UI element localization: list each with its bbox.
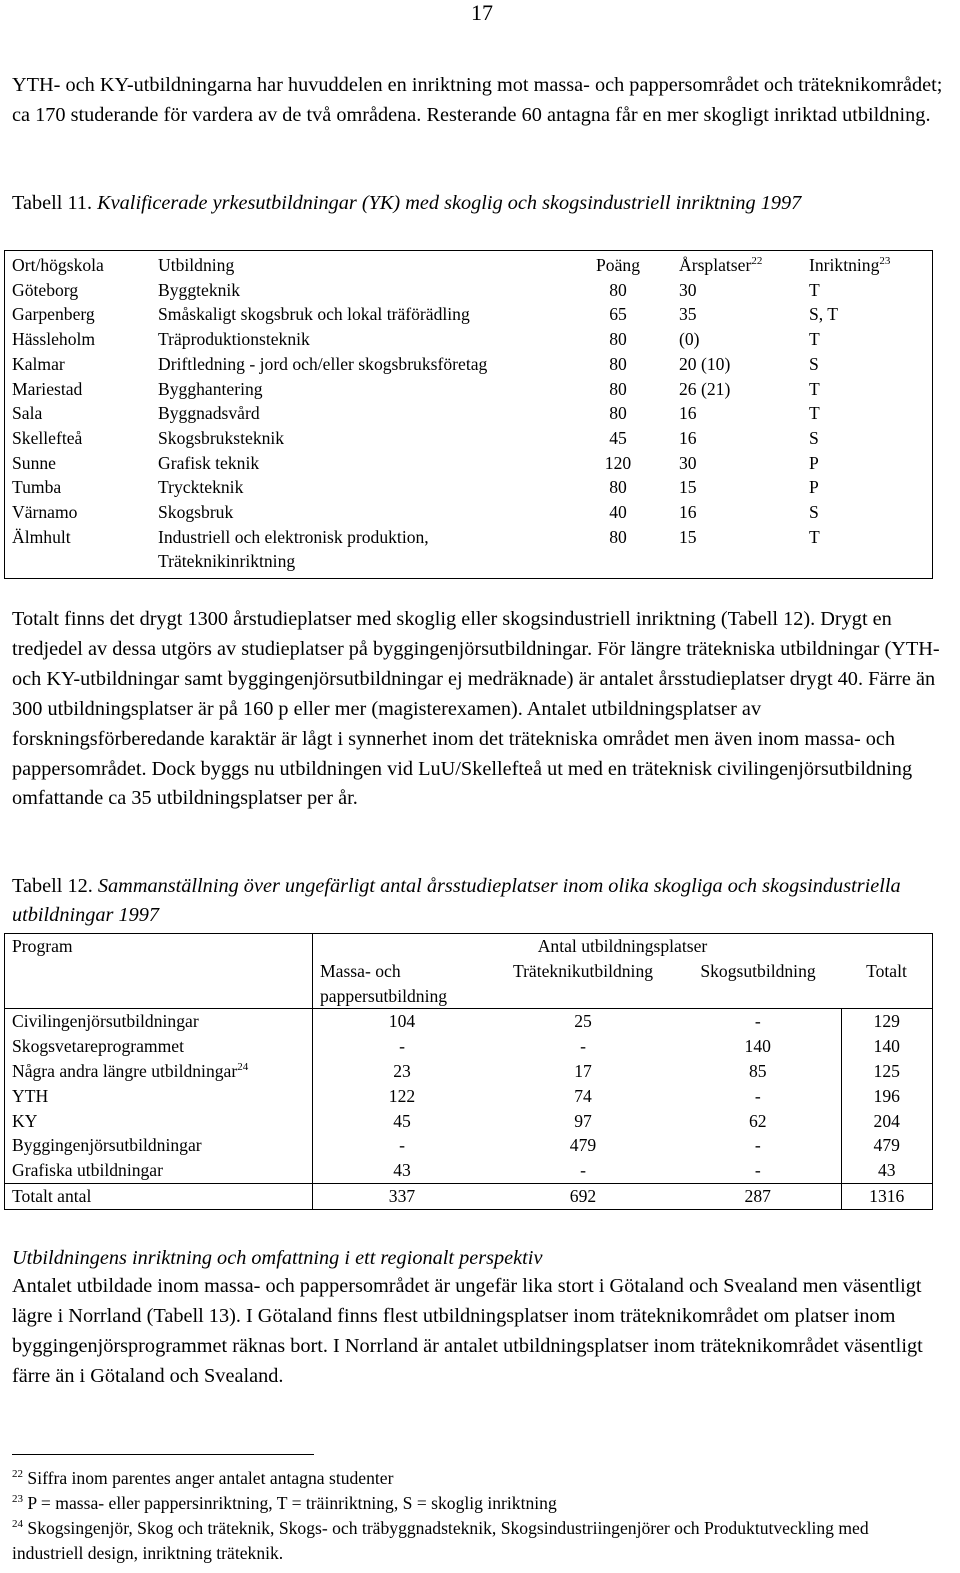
table12-row <box>5 1158 933 1183</box>
cell-ort: Sunne <box>12 452 56 473</box>
header-col-massa-line2: pappersutbildning <box>320 985 448 1006</box>
cell-value: 74 <box>574 1085 592 1106</box>
cell-value: - <box>754 1160 761 1181</box>
table12-caption <box>12 872 952 930</box>
footnote-24-text: Skogsingenjör, Skog och träteknik, Skogs- och träbyggnadsteknik, Skogsindustriingenjörer och Produktutveckling med industriell design, inriktning träteknik. <box>12 1518 869 1563</box>
cell-arsplatser: 16 <box>679 427 697 448</box>
table12 <box>4 933 933 1210</box>
header-col-skog: Skogsutbildning <box>700 960 816 981</box>
table11-label: Tabell 11. <box>12 192 93 214</box>
cell-value: 23 <box>313 1059 492 1084</box>
cell-utbildning-text: Grafisk teknik <box>158 452 260 473</box>
cell-program-text: KY <box>12 1110 38 1131</box>
cell-poang: 80 <box>609 329 627 350</box>
cell-program-text: Totalt antal <box>12 1185 92 1206</box>
cell-arsplatser: 26 (21) <box>679 378 731 399</box>
cell-utbildning <box>151 451 588 476</box>
cell-value: 129 <box>841 1009 933 1034</box>
cell-arsplatser: 16 <box>679 403 697 424</box>
cell-total-label <box>5 1183 313 1209</box>
footnote-23-number: 23 <box>12 1493 23 1505</box>
cell-value: 204 <box>841 1109 933 1134</box>
cell-value: 97 <box>574 1110 592 1131</box>
footnote-23 <box>12 1491 952 1516</box>
cell-utbildning-text: Byggnadsvård <box>158 403 260 424</box>
cell-utbildning <box>151 377 588 402</box>
cell-value: 479 <box>569 1135 597 1156</box>
cell-poang: 65 <box>609 304 627 325</box>
cell-total-value: 692 <box>491 1183 675 1209</box>
cell-value: 479 <box>841 1133 933 1158</box>
header-col-massa-line1: Massa- och <box>320 960 401 981</box>
cell-inriktning: S <box>809 502 819 523</box>
cell-inriktning: T <box>809 403 820 424</box>
cell-utbildning-text: Träproduktionsteknik <box>158 329 310 350</box>
cell-utbildning-text: Industriell och elektronisk produktion, <box>158 526 429 547</box>
cell-program <box>5 1158 313 1183</box>
cell-ort: Kalmar <box>12 353 65 374</box>
cell-program <box>5 1109 313 1134</box>
footnote-23-text: P = massa- eller pappersinriktning, T = träinriktning, S = skoglig inriktning <box>27 1493 557 1513</box>
cell-program <box>5 1084 313 1109</box>
table12-row <box>5 1109 933 1134</box>
footnote-separator <box>12 1454 314 1455</box>
cell-ort: Göteborg <box>12 279 79 300</box>
cell-value: 62 <box>748 1110 767 1131</box>
table12-row <box>5 1084 933 1109</box>
cell-program <box>5 1009 313 1034</box>
cell-arsplatser: 30 <box>679 452 697 473</box>
table11-title: Kvalificerade yrkesutbildningar (YK) med skoglig och skogsindustriell inriktning 1997 <box>97 192 802 214</box>
cell-value: 43 <box>313 1158 492 1183</box>
header-col-tra: Träteknikutbildning <box>512 960 654 981</box>
cell-utbildning-text: Bygghantering <box>158 378 263 399</box>
cell-utbildning-text: Driftledning - jord och/eller skogsbruksföretag <box>158 353 488 374</box>
cell-value: 140 <box>744 1036 771 1057</box>
cell-utbildning <box>151 475 588 500</box>
cell-value: 104 <box>313 1009 492 1034</box>
page-number: 17 <box>471 0 493 25</box>
cell-ort: Skellefteå <box>12 427 83 448</box>
cell-utbildning-text: Skogsbruksteknik <box>158 427 285 448</box>
cell-value: 17 <box>574 1060 592 1081</box>
table11-caption <box>12 189 952 218</box>
header-inriktning-label: Inriktning <box>809 255 880 275</box>
section-heading: Utbildningens inriktning och omfattning i ett regionalt perspektiv <box>12 1247 543 1269</box>
cell-utbildning-text: Byggteknik <box>158 279 241 300</box>
cell-program-text: Byggingenjörsutbildningar <box>12 1135 202 1156</box>
table12-label: Tabell 12. <box>12 875 93 897</box>
table11-row <box>5 327 933 352</box>
cell-value: 125 <box>841 1059 933 1084</box>
cell-ort: Hässleholm <box>12 329 96 350</box>
cell-inriktning: S <box>809 353 819 374</box>
cell-poang: 80 <box>609 477 627 498</box>
cell-utbildning <box>151 302 588 327</box>
cell-poang: 80 <box>609 279 627 300</box>
table12-row <box>5 1009 933 1034</box>
cell-arsplatser: 15 <box>679 477 697 498</box>
cell-ort: Tumba <box>12 477 62 498</box>
cell-total-value: 1316 <box>841 1183 933 1209</box>
footnote-ref-24: 24 <box>237 1060 249 1073</box>
cell-utbildning <box>151 525 588 579</box>
table11-row <box>5 401 933 426</box>
table11-row <box>5 426 933 451</box>
cell-ort: Mariestad <box>12 378 83 399</box>
table12-row <box>5 1059 933 1084</box>
cell-program <box>5 1034 313 1059</box>
header-col-massa <box>313 959 492 1009</box>
table12-title: Sammanställning över ungefärligt antal årsstudieplatser inom olika skogliga och skogsindustriella utbildningar 1997 <box>12 875 901 926</box>
footnote-22-text: Siffra inom parentes anger antalet antagna studenter <box>27 1468 394 1488</box>
cell-value: 45 <box>313 1109 492 1134</box>
cell-value: - <box>313 1133 492 1158</box>
cell-arsplatser: (0) <box>679 329 700 350</box>
cell-total-value: 287 <box>675 1183 841 1209</box>
cell-arsplatser: 16 <box>679 502 697 523</box>
cell-value: - <box>675 1009 841 1034</box>
cell-arsplatser: 20 (10) <box>679 353 731 374</box>
cell-ort: Älmhult <box>12 526 71 547</box>
cell-inriktning: P <box>809 477 819 498</box>
table12-header-row-1 <box>5 934 933 959</box>
cell-value: 85 <box>748 1060 767 1081</box>
cell-inriktning: T <box>809 526 820 547</box>
cell-inriktning: T <box>809 329 820 350</box>
cell-program-text: Skogsvetareprogrammet <box>12 1036 184 1057</box>
table11-row <box>5 451 933 476</box>
cell-ort: Värnamo <box>12 502 78 523</box>
table11-row <box>5 352 933 377</box>
cell-inriktning: T <box>809 279 820 300</box>
cell-inriktning: P <box>809 452 819 473</box>
cell-program-text: YTH <box>12 1085 49 1106</box>
footnote-22 <box>12 1466 952 1491</box>
cell-arsplatser: 35 <box>679 304 697 325</box>
cell-arsplatser: 15 <box>679 526 697 547</box>
table11 <box>4 250 933 579</box>
cell-utbildning <box>151 278 588 303</box>
cell-inriktning: S <box>809 427 819 448</box>
cell-program-text: Några andra längre utbildningar <box>12 1060 238 1081</box>
table12-total-row <box>5 1183 933 1209</box>
cell-value: 122 <box>313 1084 492 1109</box>
table11-row <box>5 475 933 500</box>
cell-poang: 40 <box>609 502 627 523</box>
table12-row <box>5 1034 933 1059</box>
footnote-24 <box>12 1516 912 1565</box>
cell-utbildning <box>151 352 588 377</box>
cell-program-text: Grafiska utbildningar <box>12 1160 163 1181</box>
cell-value: - <box>754 1085 761 1106</box>
cell-utbildning-text: Tryckteknik <box>158 477 244 498</box>
table11-row <box>5 525 933 579</box>
header-utbildning: Utbildning <box>158 255 235 275</box>
table11-row <box>5 377 933 402</box>
cell-poang: 80 <box>609 378 627 399</box>
table11-row <box>5 302 933 327</box>
cell-utbildning-text: Skogsbruk <box>158 502 234 523</box>
header-arsplatser-label: Årsplatser <box>679 255 752 275</box>
header-arsplatser <box>648 251 796 278</box>
footnote-22-number: 22 <box>12 1468 23 1480</box>
cell-ort: Sala <box>12 403 43 424</box>
cell-value: - <box>313 1034 492 1059</box>
table12-row <box>5 1133 933 1158</box>
cell-arsplatser: 30 <box>679 279 697 300</box>
cell-poang: 80 <box>609 353 627 374</box>
cell-poang: 45 <box>609 427 627 448</box>
header-program: Program <box>5 934 313 1009</box>
cell-utbildning <box>151 327 588 352</box>
header-group: Antal utbildningsplatser <box>313 934 933 959</box>
cell-program <box>5 1059 313 1084</box>
table11-row <box>5 278 933 303</box>
cell-value: - <box>580 1160 586 1181</box>
cell-value: 140 <box>841 1034 933 1059</box>
cell-utbildning <box>151 401 588 426</box>
cell-program <box>5 1133 313 1158</box>
table11-header-row <box>5 251 933 278</box>
cell-utbildning <box>151 500 588 525</box>
header-inriktning <box>796 251 933 278</box>
table11-row <box>5 500 933 525</box>
cell-utbildning <box>151 426 588 451</box>
final-paragraph: Antalet utbildade inom massa- och pappersområdet är ungefär lika stort i Götaland och Svealand men väsentligt lägre i Norrland (Tabell 13). I Götaland finns flest utbildningsplatser inom träteknikområdet om platser inom byggingenjörsprogrammet räknas bort. I Norrland är antalet utbildningsplatser inom träteknikområdet väsentligt färre än i Götaland och Svealand. <box>12 1275 923 1387</box>
middle-paragraph: Totalt finns det drygt 1300 årstudieplatser med skoglig eller skogsindustriell inriktning (Tabell 12). Drygt en tredjedel av dessa utgörs av studieplatser på byggingenjörsutbildningar. För längre trätekniska utbildningar (YTH- och KY-utbildningar samt byggingenjörsutbildningar ej medräknade) är antalet årsstudieplatser drygt 40. Färre än 300 utbildningsplatser är på 160 p eller mer (magisterexamen). Antalet utbildningsplatser av forskningsförberedande karaktär är lågt i synnerhet inom det trätekniska området men även inom massa- och pappersområdet. Dock byggs nu utbildningen vid LuU/Skellefteå ut med en träteknisk civilingenjörsutbildning omfattande ca 35 utbildningsplatser per år. <box>12 608 940 810</box>
cell-inriktning: S, T <box>809 304 839 325</box>
cell-value: 196 <box>841 1084 933 1109</box>
cell-utbildning-text-line2: Träteknikinriktning <box>158 551 296 572</box>
footnote-ref-23: 23 <box>879 255 891 267</box>
cell-value: 25 <box>491 1009 675 1034</box>
cell-ort: Garpenberg <box>12 304 95 325</box>
header-col-totalt: Totalt <box>841 959 933 1009</box>
footnote-24-number: 24 <box>12 1518 23 1530</box>
cell-poang: 120 <box>604 452 632 473</box>
header-ort: Ort/högskola <box>12 255 104 275</box>
footnote-ref-22: 22 <box>751 255 763 267</box>
cell-poang: 80 <box>609 526 627 547</box>
cell-poang: 80 <box>609 403 627 424</box>
cell-inriktning: T <box>809 378 820 399</box>
cell-value: - <box>580 1036 586 1057</box>
header-poang: Poäng <box>596 255 640 275</box>
cell-value: - <box>754 1135 761 1156</box>
cell-value: 43 <box>841 1158 933 1183</box>
cell-total-value: 337 <box>313 1183 492 1209</box>
cell-program-text: Civilingenjörsutbildningar <box>12 1011 199 1032</box>
cell-utbildning-text: Småskaligt skogsbruk och lokal träförädling <box>158 304 470 325</box>
intro-paragraph: YTH- och KY-utbildningarna har huvuddelen en inriktning mot massa- och pappersområdet och träteknikområdet; ca 170 studerande för vardera av de två områdena. Resterande 60 antagna får en mer skogligt inriktad utbildning. <box>12 74 943 126</box>
